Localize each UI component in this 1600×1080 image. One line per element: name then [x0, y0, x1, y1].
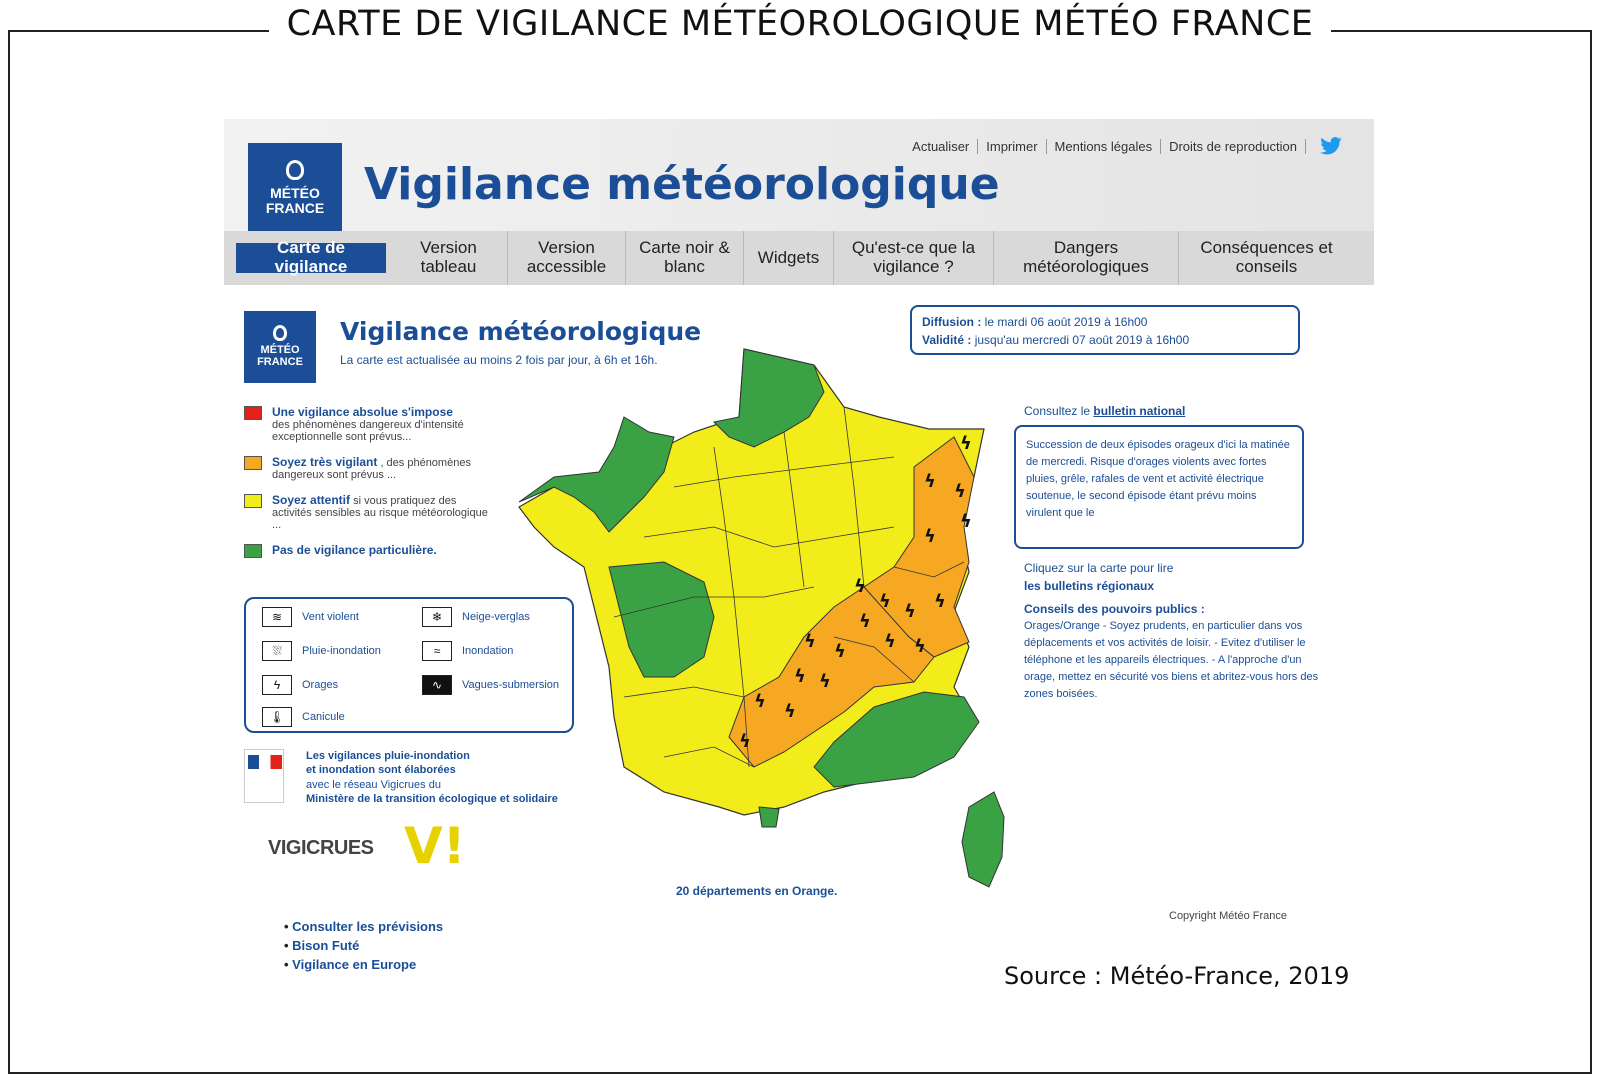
green-corsica-region: [962, 792, 1004, 887]
storm-icon: ϟ: [739, 731, 751, 752]
storm-icon: ϟ: [924, 526, 936, 547]
link-droits-reproduction[interactable]: Droits de reproduction: [1161, 139, 1306, 154]
storm-icon: ϟ: [804, 631, 816, 652]
meteo-france-logo-small: MÉTÉO FRANCE: [244, 311, 316, 383]
storm-icon: ϟ: [834, 641, 846, 662]
tab-dangers-meteorologiques[interactable]: Dangers météorologiques: [994, 231, 1179, 285]
wave-submersion-icon: ∿: [422, 675, 452, 695]
orange-swatch: [244, 456, 262, 470]
tab-carte-de-vigilance[interactable]: Carte de vigilance: [236, 243, 386, 273]
storm-icon: ϟ: [859, 611, 871, 632]
vigilance-content: MÉTÉO FRANCE Vigilance météorologique La carte est actualisée au moins 2 fois par jour, à 6h et 16h. Une vigilance absolue s'impose des phénomènes dangereux d'intensité exceptionnelle sont prévus... Soyez très vigilant , des phénomènes dangereux sont prévus ... Soyez attentif si vous pratiquez des activités sensibles au risque météorologique ... Pas de vigilance particulière. ≋ Vent violent ❄ Neige-verglas ⛆ Pluie-inondation ≈ Inondation ϟ Orages ∿ Vagues-submersion 🌡 Canicule Les vigilances pluie-inondation et inondation sont élaborées avec le réseau Vigicrues du Ministère de la transition écologique et solidaire VIGICRUES V! • Consulter les prévisions • Bison Futé • Vigilance en Europe ϟ ϟ ϟ ϟ ϟ ϟ ϟ ϟ ϟ ϟ ϟ ϟ ϟ ϟ ϟ ϟ ϟ ϟ ϟ 20 départements en Orange. Diffusion : le mardi 06 août 2019 à 16h00 Validité : jusqu'au mercredi 07 août 2019 à 16h00 Consultez le bulletin national Succession de deux épisodes orageux d'ici la matinée de mercredi. Risque d'orages violents avec fortes pluies, grêle, rafales de vent et activité électrique soutenue, le second épisode étant prévu moins virulent que le Cliquez sur la carte pour lire les bulletins régionaux Conseils des pouvoirs publics : Orages/Orange - Soyez prudents, en particulier dans vos déplacements et vos activités de loisir. - Evitez d'utiliser le téléphone et les appareils électriques. - A l'approche d'un orage, mettez en sécurité vos biens et abritez-vous hors des zones boisées. Copyright Météo France: [224, 297, 1374, 987]
tab-quest-ce-que-la-vigilance[interactable]: Qu'est-ce que la vigilance ?: [834, 231, 994, 285]
green-swatch: [244, 544, 262, 558]
level-green: Pas de vigilance particulière.: [244, 543, 494, 558]
storm-icon: ϟ: [854, 576, 866, 597]
tab-version-tableau[interactable]: Version tableau: [390, 231, 508, 285]
red-swatch: [244, 406, 262, 420]
link-consulter-previsions[interactable]: • Consulter les prévisions: [284, 917, 443, 936]
screenshot: [212, 107, 1386, 993]
flood-waves-icon: ≈: [422, 641, 452, 661]
bulletin-national-line: Consultez le bulletin national: [1024, 404, 1186, 418]
link-vigilance-europe[interactable]: • Vigilance en Europe: [284, 955, 443, 974]
legend-vagues: ∿ Vagues-submersion: [422, 675, 559, 695]
storm-icon: ϟ: [914, 636, 926, 657]
republique-francaise-logo: [244, 749, 284, 803]
storm-icon: ϟ: [794, 666, 806, 687]
copyright: Copyright Météo France: [1169, 910, 1287, 922]
france-vigilance-map[interactable]: [514, 337, 1014, 892]
storm-icon: ϟ: [960, 433, 972, 454]
regional-bulletins-link[interactable]: les bulletins régionaux: [1024, 579, 1155, 593]
level-orange: Soyez très vigilant , des phénomènes dangereux sont prévus ...: [244, 455, 494, 481]
storm-icon: ϟ: [879, 591, 891, 612]
rain-flood-icon: ⛆: [262, 641, 292, 661]
level-yellow: Soyez attentif si vous pratiquez des activités sensibles au risque météorologique ...: [244, 493, 494, 531]
vigicrues-v-logo: V!: [404, 817, 466, 875]
yellow-swatch: [244, 494, 262, 508]
legend-vent: ≋ Vent violent: [262, 607, 359, 627]
green-pyrenees-region: [759, 807, 779, 827]
regional-bulletins-note: Cliquez sur la carte pour lire les bulletins régionaux: [1024, 561, 1174, 593]
source-credit: Source : Météo-France, 2019: [1004, 962, 1350, 990]
public-advice: Conseils des pouvoirs publics : Orages/Orange - Soyez prudents, en particulier dans vos déplacements et vos activités de loisir. - Evitez d'utiliser le téléphone et les appareils électriques. - A l'approche d'un orage, mettez en sécurité vos biens et abritez-vous hors des zones boisées.: [1024, 602, 1319, 700]
level-red: Une vigilance absolue s'impose des phénomènes dangereux d'intensité exceptionnelle sont prévus...: [244, 405, 494, 443]
figure-title: CARTE DE VIGILANCE MÉTÉOROLOGIQUE MÉTÉO FRANCE: [0, 4, 1600, 44]
tab-consequences-et-conseils[interactable]: Conséquences et conseils: [1200, 238, 1333, 276]
legend-inondation: ≈ Inondation: [422, 641, 513, 661]
bulletin-national-link[interactable]: bulletin national: [1093, 404, 1186, 418]
logo-mark-icon: [273, 325, 287, 341]
top-links: [904, 137, 1342, 155]
link-mentions-legales[interactable]: Mentions légales: [1047, 139, 1162, 154]
storm-icon: ϟ: [960, 511, 972, 532]
section-title: Vigilance météorologique: [340, 317, 702, 346]
legend-neige: ❄ Neige-verglas: [422, 607, 530, 627]
storm-icon: ϟ: [924, 471, 936, 492]
map-caption: 20 départements en Orange.: [676, 884, 838, 898]
legend-orages: ϟ Orages: [262, 675, 338, 695]
storm-icon: ϟ: [884, 631, 896, 652]
bulletin-summary: Succession de deux épisodes orageux d'ici la matinée de mercredi. Risque d'orages violents avec fortes pluies, grêle, rafales de vent et activité électrique soutenue, le second épisode étant prévu moins virulent que le: [1014, 425, 1304, 549]
storm-icon: ϟ: [784, 701, 796, 722]
vigilance-levels-legend: [244, 405, 494, 570]
legend-canicule: 🌡 Canicule: [262, 707, 345, 727]
link-imprimer[interactable]: Imprimer: [978, 139, 1046, 154]
site-title: Vigilance météorologique: [364, 159, 1000, 210]
snowflake-icon: ❄: [422, 607, 452, 627]
tab-widgets[interactable]: Widgets: [744, 231, 834, 285]
site-header: [224, 119, 1374, 231]
wind-icon: ≋: [262, 607, 292, 627]
storm-icon: ϟ: [954, 481, 966, 502]
storm-icon: ϟ: [904, 601, 916, 622]
tab-version-accessible[interactable]: Version accessible: [508, 231, 626, 285]
storm-icon: ϟ: [819, 671, 831, 692]
vigicrues-logo[interactable]: VIGICRUES: [268, 837, 374, 859]
lightning-icon: ϟ: [262, 675, 292, 695]
update-note: La carte est actualisée au moins 2 fois par jour, à 6h et 16h.: [340, 353, 658, 367]
thermometer-icon: 🌡: [262, 707, 292, 727]
legend-pluie: ⛆ Pluie-inondation: [262, 641, 381, 661]
tab-carte-noir-blanc[interactable]: Carte noir & blanc: [626, 231, 744, 285]
storm-icon: ϟ: [934, 591, 946, 612]
external-links: [284, 917, 443, 974]
main-nav: [224, 231, 1374, 285]
storm-icon: ϟ: [754, 691, 766, 712]
diffusion-box: Diffusion : le mardi 06 août 2019 à 16h00 Validité : jusqu'au mercredi 07 août 2019 à 16h00: [910, 305, 1300, 355]
link-bison-fute[interactable]: • Bison Futé: [284, 936, 443, 955]
link-actualiser[interactable]: Actualiser: [904, 139, 978, 154]
meteo-france-logo[interactable]: MÉTÉO FRANCE: [248, 143, 342, 233]
logo-mark-icon: [286, 160, 304, 180]
twitter-icon[interactable]: [1320, 137, 1342, 155]
